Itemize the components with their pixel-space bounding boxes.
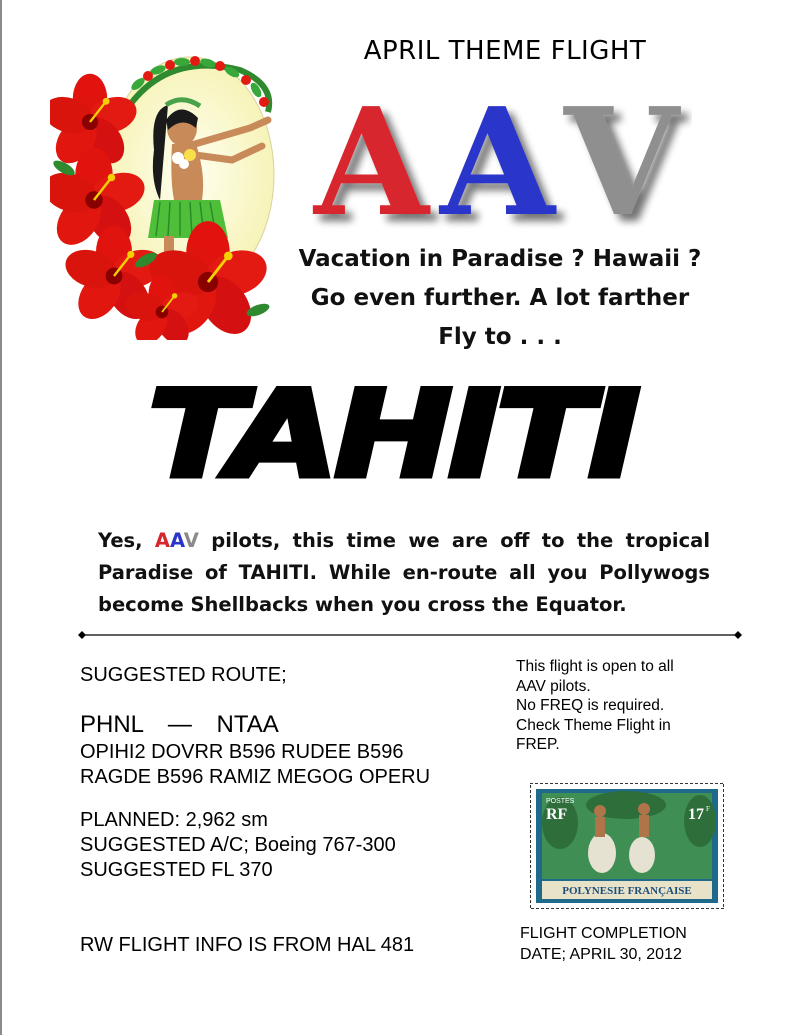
intro-paragraph bbox=[98, 525, 710, 621]
logo-letter-a2: A bbox=[440, 86, 555, 236]
section-divider bbox=[78, 629, 742, 641]
intro-aav-mark bbox=[155, 529, 199, 552]
completion-line-2: DATE; APRIL 30, 2012 bbox=[520, 946, 682, 963]
intro-aav-letter-3: V bbox=[183, 529, 199, 552]
logo-letter-v: V bbox=[564, 86, 679, 236]
intro-aav-letter-1: A bbox=[154, 529, 171, 552]
stamp-value-unit: F bbox=[706, 805, 710, 813]
aav-logo bbox=[312, 86, 692, 236]
stamp-postes: POSTES bbox=[546, 798, 575, 805]
route-heading: SUGGESTED ROUTE; bbox=[80, 664, 287, 686]
polynesie-stamp bbox=[530, 783, 724, 909]
route-origin: PHNL bbox=[80, 711, 144, 738]
route-destination: NTAA bbox=[216, 711, 279, 738]
route-dash: — bbox=[167, 711, 192, 738]
intro-prefix: Yes, bbox=[98, 529, 155, 552]
suggested-aircraft: SUGGESTED A/C; Boeing 767-300 bbox=[80, 834, 396, 856]
notice-line-1: This flight is open to all bbox=[516, 658, 674, 675]
planned-distance: PLANNED: 2,962 sm bbox=[80, 809, 268, 831]
notice-line-2: AAV pilots. bbox=[516, 677, 591, 695]
tagline bbox=[280, 240, 720, 357]
tahiti-title bbox=[0, 370, 800, 495]
stamp-caption: POLYNESIE FRANÇAISE bbox=[562, 885, 692, 897]
route-waypoints-line-2: RAGDE B596 RAMIZ MEGOG OPERU bbox=[80, 766, 431, 788]
page-edge bbox=[0, 0, 2, 1035]
completion-line-1: FLIGHT COMPLETION bbox=[520, 925, 687, 942]
completion-date bbox=[520, 923, 760, 965]
notice-line-3: No FREQ is required. bbox=[516, 697, 665, 714]
theme-flight-heading: APRIL THEME FLIGHT bbox=[363, 36, 647, 66]
hula-dancer-illustration bbox=[50, 50, 280, 340]
suggested-flight-level: SUGGESTED FL 370 bbox=[80, 859, 273, 881]
intro-aav-letter-2: A bbox=[170, 529, 184, 552]
route-airport-pair bbox=[80, 710, 510, 740]
tagline-line-2: Go even further. A lot farther bbox=[310, 285, 690, 311]
tagline-line-3: Fly to . . . bbox=[438, 324, 562, 350]
stamp-rf: RF bbox=[546, 806, 568, 823]
stamp-value: 17 bbox=[688, 806, 704, 823]
logo-letter-a1: A bbox=[314, 86, 429, 236]
rw-flight-info: RW FLIGHT INFO IS FROM HAL 481 bbox=[80, 934, 415, 956]
suggested-route bbox=[80, 663, 510, 956]
notice-line-4: Check Theme Flight in bbox=[516, 716, 671, 734]
tagline-line-1: Vacation in Paradise ? Hawaii ? bbox=[298, 246, 702, 272]
tahiti-title-text: TAHITI bbox=[148, 370, 639, 495]
notice-line-5: FREP. bbox=[516, 736, 560, 753]
flight-notice bbox=[516, 657, 726, 755]
intro-text: pilots, this time we are off to the tropical Paradise of TAHITI. While en-route all you Pollywogs become Shellbacks when you cross the Equator. bbox=[98, 529, 711, 616]
route-waypoints-line-1: OPIHI2 DOVRR B596 RUDEE B596 bbox=[80, 741, 404, 763]
